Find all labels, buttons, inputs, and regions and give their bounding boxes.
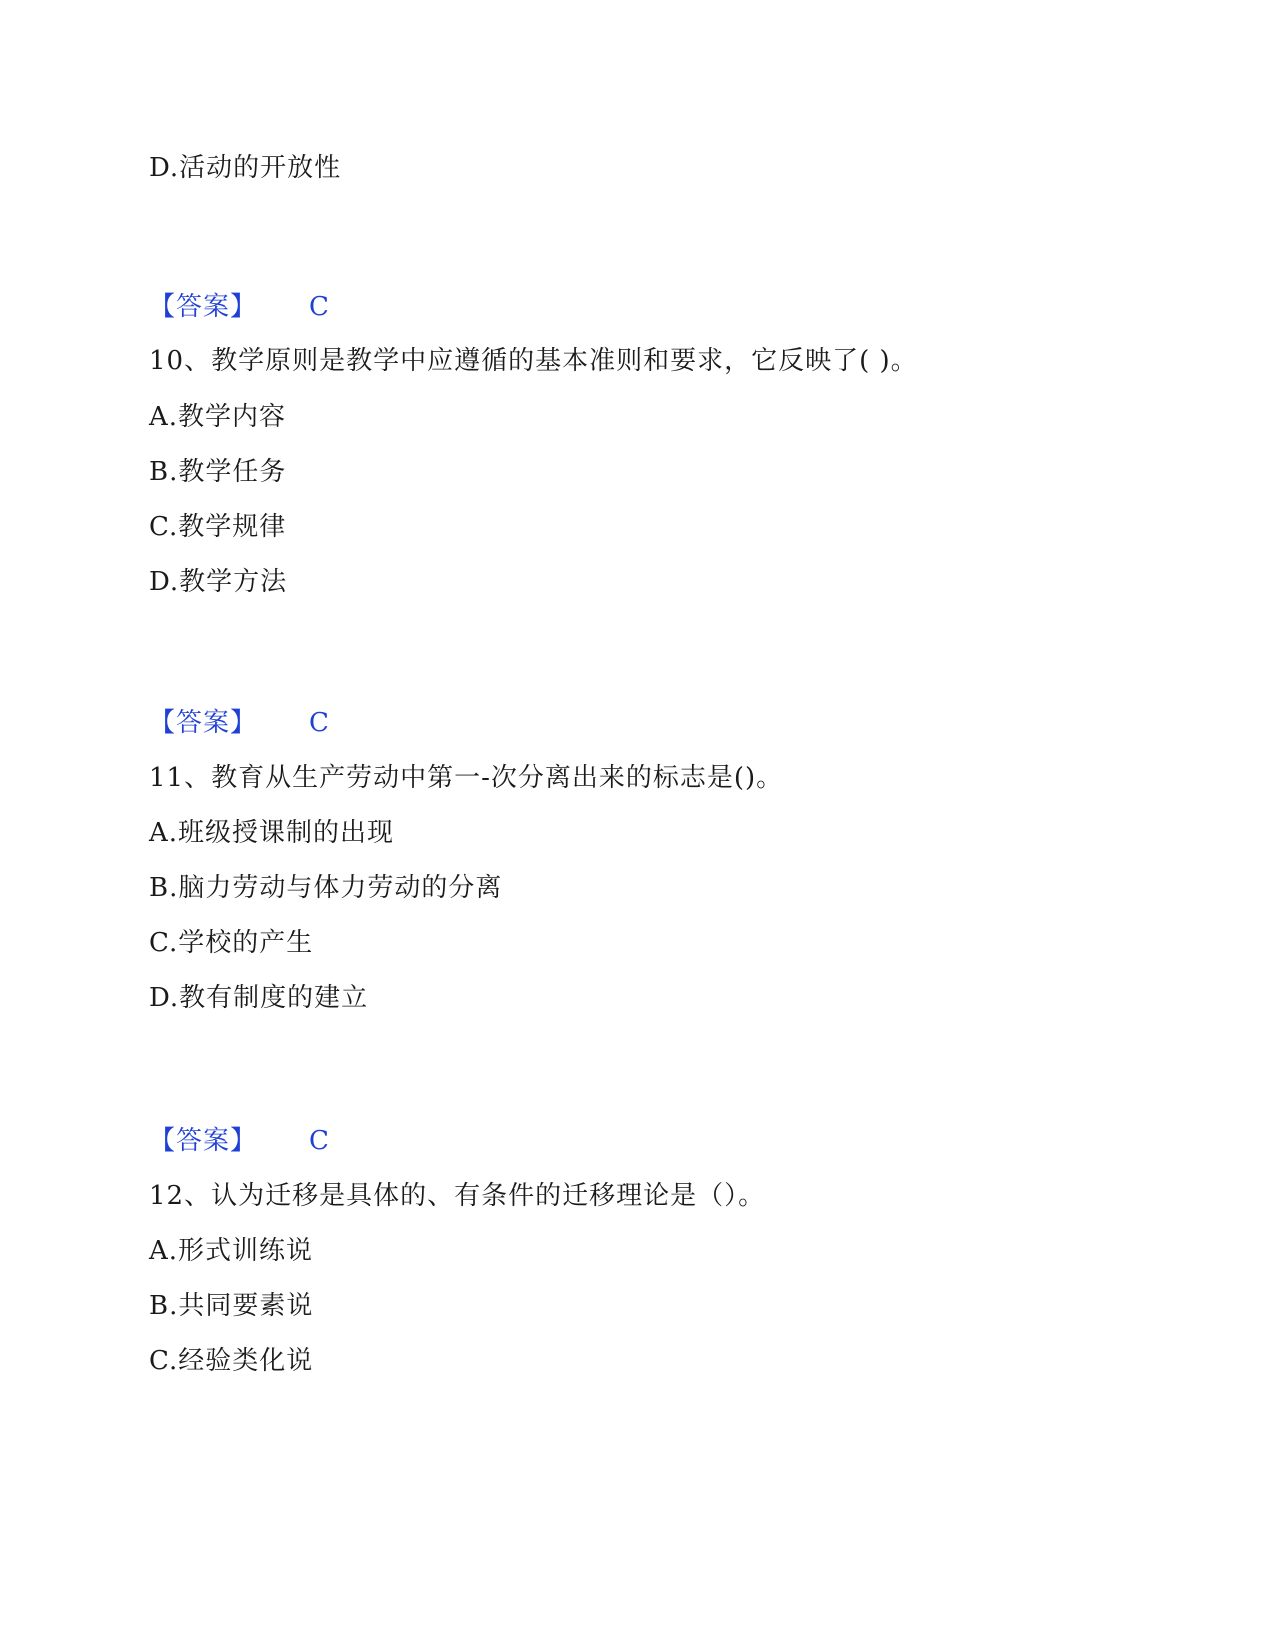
option-c: C.教学规律 bbox=[149, 512, 287, 542]
option-a: A.班级授课制的出现 bbox=[149, 818, 395, 848]
option-b: B.脑力劳动与体力劳动的分离 bbox=[149, 873, 503, 903]
question-stem: 12、认为迁移是具体的、有条件的迁移理论是（）。 bbox=[149, 1181, 766, 1211]
answer-line bbox=[149, 1124, 330, 1158]
option-c: C.经验类化说 bbox=[149, 1346, 314, 1376]
option-a: A.形式训练说 bbox=[149, 1236, 314, 1266]
answer-value: C bbox=[309, 1126, 330, 1156]
option-c: C.学校的产生 bbox=[149, 928, 314, 958]
answer-value: C bbox=[309, 708, 330, 738]
question-stem: 10、教学原则是教学中应遵循的基本准则和要求，它反映了( )。 bbox=[149, 346, 918, 376]
question-stem: 11、教育从生产劳动中第一-次分离出来的标志是()。 bbox=[149, 763, 784, 793]
answer-label: 【答案】 bbox=[149, 1126, 258, 1156]
answer-value: C bbox=[309, 292, 330, 322]
answer-line bbox=[149, 706, 330, 740]
option-d: D.活动的开放性 bbox=[149, 153, 342, 183]
option-a: A.教学内容 bbox=[149, 402, 287, 432]
answer-label: 【答案】 bbox=[149, 708, 258, 738]
option-b: B.教学任务 bbox=[149, 457, 287, 487]
option-d: D.教有制度的建立 bbox=[149, 983, 369, 1013]
answer-line bbox=[149, 290, 330, 324]
option-d: D.教学方法 bbox=[149, 567, 288, 597]
answer-label: 【答案】 bbox=[149, 292, 258, 322]
option-b: B.共同要素说 bbox=[149, 1291, 314, 1321]
